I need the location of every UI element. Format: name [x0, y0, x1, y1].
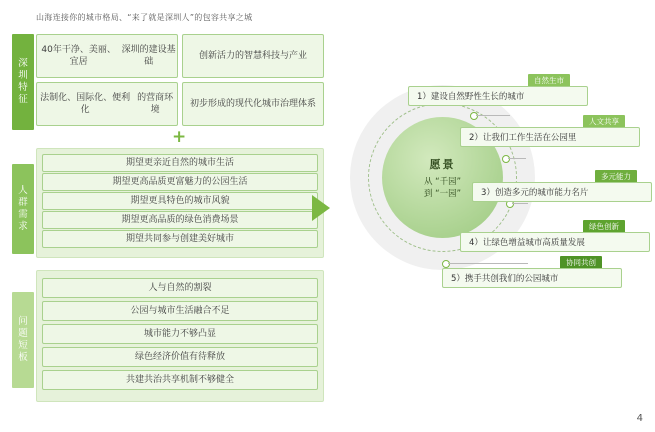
tag-label-4: 绿色创新 [583, 220, 625, 233]
slide-headline: 山海连接你的城市格局、“来了就是深圳人”的包容共享之城 [36, 13, 253, 22]
problem-item-5: 共建共治共享机制不够健全 [42, 370, 318, 390]
vision-line-2: 到 “一园” [423, 188, 461, 199]
tag-label-2: 人文共享 [583, 115, 625, 128]
problem-item-2: 公园与城市生活融合不足 [42, 301, 318, 321]
sidebar-item-features[interactable] [12, 34, 34, 130]
feature-box-4: 初步形成的现代化 城市治理体系 [182, 82, 324, 126]
connector-2 [508, 158, 526, 159]
tag-label-1: 自然生市 [528, 74, 570, 87]
connector-1 [476, 115, 510, 116]
sidebar-item-features-label: 深圳特征 [18, 58, 28, 105]
vision-item-5[interactable]: 5）携手共创我们的公园城市 [442, 268, 622, 288]
feature-box-3: 法制化、国际化、便利化 的营商环境 [36, 82, 178, 126]
need-item-5: 期望共同参与创建美好城市 [42, 230, 318, 248]
problem-item-3: 城市能力不够凸显 [42, 324, 318, 344]
need-item-3: 期望更具特色的城市风貌 [42, 192, 318, 210]
connector-5 [448, 263, 528, 264]
vision-item-1[interactable]: 1）建设自然野性生长的城市 [408, 86, 588, 106]
left-column [6, 12, 326, 412]
node-dot-5 [442, 260, 450, 268]
vision-title: 愿景 [429, 157, 456, 171]
feature-box-2: 创新活力的 智慧科技与产业 [182, 34, 324, 78]
vision-item-3[interactable]: 3）创造多元的城市能力名片 [472, 182, 652, 202]
sidebar-item-problems[interactable] [12, 292, 34, 388]
plus-icon: + [172, 127, 187, 147]
node-dot-2 [502, 155, 510, 163]
problem-item-4: 绿色经济价值有待释放 [42, 347, 318, 367]
vision-item-4[interactable]: 4）让绿色增益城市高质量发展 [460, 232, 650, 252]
need-item-4: 期望更高品质的绿色消费场景 [42, 211, 318, 229]
node-dot-1 [470, 112, 478, 120]
page-number: 4 [636, 413, 643, 424]
sidebar-item-needs[interactable] [12, 164, 34, 254]
need-item-1: 期望更亲近自然的城市生活 [42, 154, 318, 172]
right-arrow-icon [312, 195, 330, 221]
need-item-2: 期望更高品质更富魅力的公园生活 [42, 173, 318, 191]
tag-label-3: 多元能力 [595, 170, 637, 183]
feature-box-1: 40年干净、美丽、宜居 深圳的建设基础 [36, 34, 178, 78]
right-column [330, 60, 655, 390]
tag-label-5: 协同共创 [560, 256, 602, 269]
vision-item-2[interactable]: 2）让我们工作生活在公园里 [460, 127, 640, 147]
sidebar-item-problems-label: 问题短板 [18, 316, 28, 363]
connector-3 [512, 203, 528, 204]
problem-item-1: 人与自然的割裂 [42, 278, 318, 298]
vision-line-1: 从 “千园” [423, 176, 461, 187]
sidebar-item-needs-label: 人群需求 [18, 185, 28, 232]
